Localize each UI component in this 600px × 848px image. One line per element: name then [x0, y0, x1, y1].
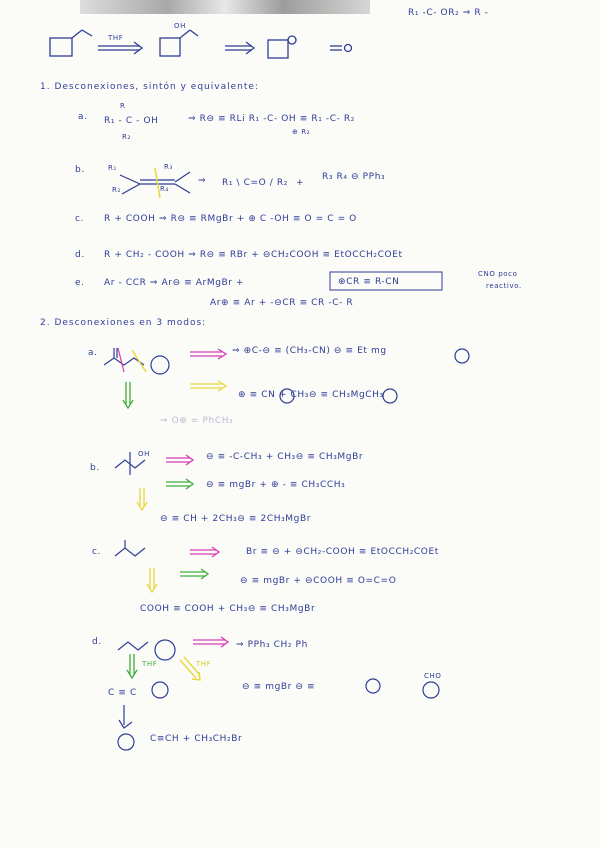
item-2b-letter: b.: [90, 463, 100, 473]
item-1a-r-top: R: [120, 102, 126, 110]
item-1b-arrow: ⇒: [198, 176, 207, 186]
item-2d-line2: ⊖ ≡ mgBr ⊖ ≡: [242, 682, 316, 692]
section-2-title: 2. Desconexiones en 3 modos:: [40, 318, 207, 328]
item-1b-r2: R₂: [112, 186, 121, 194]
item-2d-line1: ⇒ PPh₃ CH₂ Ph: [236, 640, 308, 650]
item-1c-letter: c.: [75, 214, 85, 224]
item-1b-r3: R₃: [164, 163, 173, 171]
item-2b-line1: ⊖ ≡ -C-CH₃ + CH₃⊖ ≡ CH₃MgBr: [206, 452, 364, 462]
item-1b-plus: +: [296, 178, 305, 188]
item-1b-r4: R₄: [160, 185, 169, 193]
item-1a-result: ⇒ R⊖ ≡ RLi R₁ -C- OH ≡ R₁ -C- R₂: [188, 114, 355, 124]
item-2c-line3: COOH ≡ COOH + CH₃⊖ ≡ CH₃MgBr: [140, 604, 316, 614]
item-2b-line2: ⊖ ≡ mgBr + ⊕ - ≡ CH₃CCH₃: [206, 480, 346, 490]
item-2c-line1: Br ≡ ⊖ + ⊖CH₂-COOH ≡ EtOCCH₂COEt: [246, 547, 439, 557]
item-2a-line2: ⊕ ≡ CN + CH₃⊖ ≡ CH₃MgCH₃: [238, 390, 384, 400]
item-1a-molecule: R₁ - C - OH: [104, 116, 159, 126]
top-thf-label: THF: [108, 34, 124, 42]
top-right-formula: R₁ -C- OR₂ ⇒ R -: [408, 8, 489, 18]
item-1a-sub: ⊕ R₂: [292, 128, 311, 136]
item-1c-text: R + COOH ⇒ R⊖ ≡ RMgBr + ⊕ C -OH ≡ O = C = O: [104, 214, 357, 224]
item-1e-boxed: ⊕CR ≡ R-CN: [338, 277, 400, 287]
item-1b-r1: R₁: [108, 164, 117, 172]
item-2d-final: C≡CH + CH₃CH₂Br: [150, 734, 243, 744]
top-oh-label: OH: [174, 22, 186, 30]
item-1b-letter: b.: [75, 165, 85, 175]
item-1e-text: Ar - CCR ⇒ Ar⊖ ≡ ArMgBr +: [104, 278, 245, 288]
item-2d-sub: C ≡ C: [108, 688, 137, 698]
item-1e-letter: e.: [75, 278, 85, 288]
item-1b-piece2: R₃ R₄ ⊖ PPh₃: [322, 172, 386, 182]
item-2a-letter: a.: [88, 348, 98, 358]
item-1e-note2: reactivo.: [486, 282, 522, 290]
item-2d-thf-label-2: THF: [196, 660, 212, 668]
item-2a-line1: ⇒ ⊕C-⊖ ≡ (CH₃-CN) ⊖ ≡ Et mg: [232, 346, 387, 356]
section-1-title: 1. Desconexiones, sintón y equivalente:: [40, 82, 259, 92]
item-1e-note1: CNO poco: [478, 270, 518, 278]
item-2d-cho: CHO: [424, 672, 442, 680]
item-2c-line2: ⊖ ≡ mgBr + ⊖COOH ≡ O=C=O: [240, 576, 397, 586]
item-2d-thf-label: THF: [142, 660, 158, 668]
item-1b-piece1: R₁ \ C=O / R₂: [222, 178, 288, 188]
item-1a-r-bottom: R₂: [122, 133, 131, 141]
item-2b-line3: ⊖ ≡ CH + 2CH₃⊖ ≡ 2CH₃MgBr: [160, 514, 312, 524]
item-1d-text: R + CH₂ - COOH ⇒ R⊖ ≡ RBr + ⊖CH₂COOH ≡ EtOCCH₂COEt: [104, 250, 403, 260]
item-1e-line2: Ar⊕ ≡ Ar + -⊖CR ≡ CR -C- R: [210, 298, 354, 308]
item-2c-letter: c.: [92, 547, 102, 557]
scanned-top-strip: [80, 0, 370, 14]
item-2a-faint: ⇒ O⊕ = PhCH₃: [160, 416, 234, 426]
item-2b-oh: OH: [138, 450, 150, 458]
item-2d-letter: d.: [92, 637, 102, 647]
item-1a-letter: a.: [78, 112, 88, 122]
item-1d-letter: d.: [75, 250, 85, 260]
